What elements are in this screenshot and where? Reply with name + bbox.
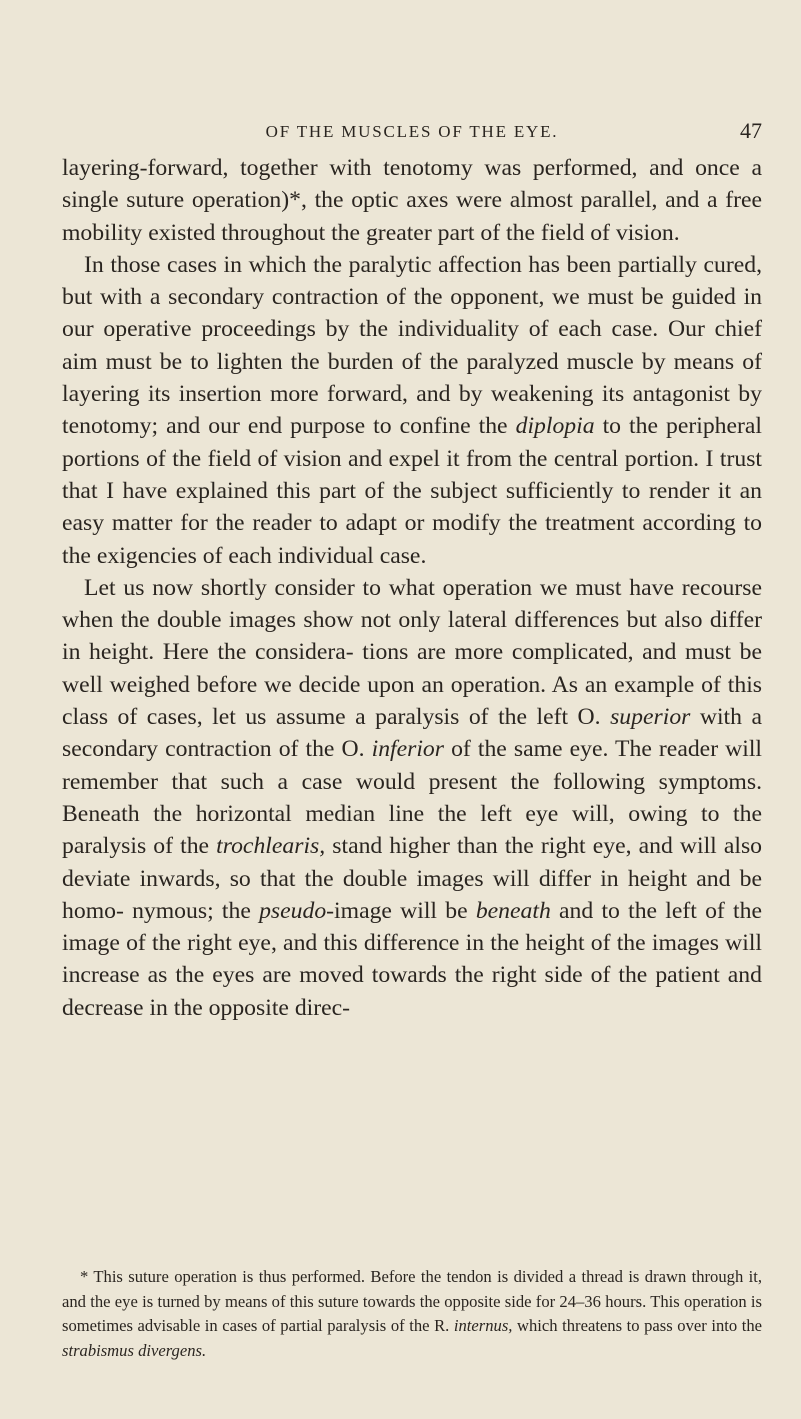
text-run: Let us now shortly consider to what operation we must have recourse when the double images show not only lateral differences but also differ in height. Here the considera- tions are more complicated, and must be well weighed before we decide upon an operation. As an example of this class of cases, let us assume a paralysis of the left O.	[62, 574, 762, 731]
italic-term: strabismus divergens.	[62, 1340, 207, 1360]
paragraph-3	[62, 572, 762, 1024]
text-run: * This suture operation is thus performed. Before the tendon is divided a thread is drawn through it, and the eye is turned by means of this suture towards the opposite side for 24–36 hours. This operation is sometimes advisable in cases of partial paralysis of the R.	[62, 1267, 762, 1336]
footnote	[62, 1265, 762, 1363]
text-run: and to the left of the image of the right eye, and this difference in the height of the images will increase as the eyes are moved towards the right side of the patient and decrease in the opposite direc-	[62, 897, 762, 1021]
italic-term: superior	[610, 704, 691, 731]
text-run: of the same eye. The reader will remember that such a case would present the following symptoms. Beneath the horizontal median line the left eye will, owing to the paralysis of the	[62, 736, 762, 860]
italic-term: pseudo	[259, 897, 327, 924]
text-run: layering-forward, together with tenotomy was performed, and once a single suture operation)*, the optic axes were almost parallel, and a free mobility existed throughout the greater part of the field of vision.	[62, 155, 762, 246]
paragraph-2	[62, 249, 762, 572]
text-run: -image will be	[326, 897, 476, 924]
italic-term: beneath	[475, 897, 551, 924]
page-number: 47	[740, 118, 762, 143]
italic-term: diplopia	[515, 413, 595, 440]
text-run: In those cases in which the paralytic affection has been partially cured, but with a secondary contraction of the opponent, we must be guided in our operative proceedings by the individuality of each case. Our chief aim must be to lighten the burden of the paralyzed muscle by means of layering its insertion more forward, and by weakening its antagonist by tenotomy; and our end purpose to confine the	[62, 251, 762, 440]
text-run: with a secondary contraction of the O.	[62, 704, 762, 763]
footnote-text	[62, 1265, 762, 1363]
italic-term: trochlearis,	[216, 833, 326, 860]
italic-term: inferior	[371, 736, 444, 763]
text-run: to the peripheral portions of the field of vision and expel it from the central portion. I trust that I have explained this part of the subject sufficiently to render it an easy matter for the reader to adapt or modify the treatment according to the exigencies of each individual case.	[62, 413, 763, 569]
text-run: which threatens to pass over into the	[512, 1316, 763, 1336]
text-run: stand higher than the right eye, and will also deviate inwards, so that the double images will differ in height and be homo- nymous; the	[62, 833, 763, 924]
body-text	[62, 152, 762, 1024]
paragraph-1	[62, 152, 762, 249]
italic-term: internus,	[453, 1316, 513, 1336]
running-head	[62, 118, 762, 148]
running-title: OF THE MUSCLES OF THE EYE.	[265, 122, 559, 141]
